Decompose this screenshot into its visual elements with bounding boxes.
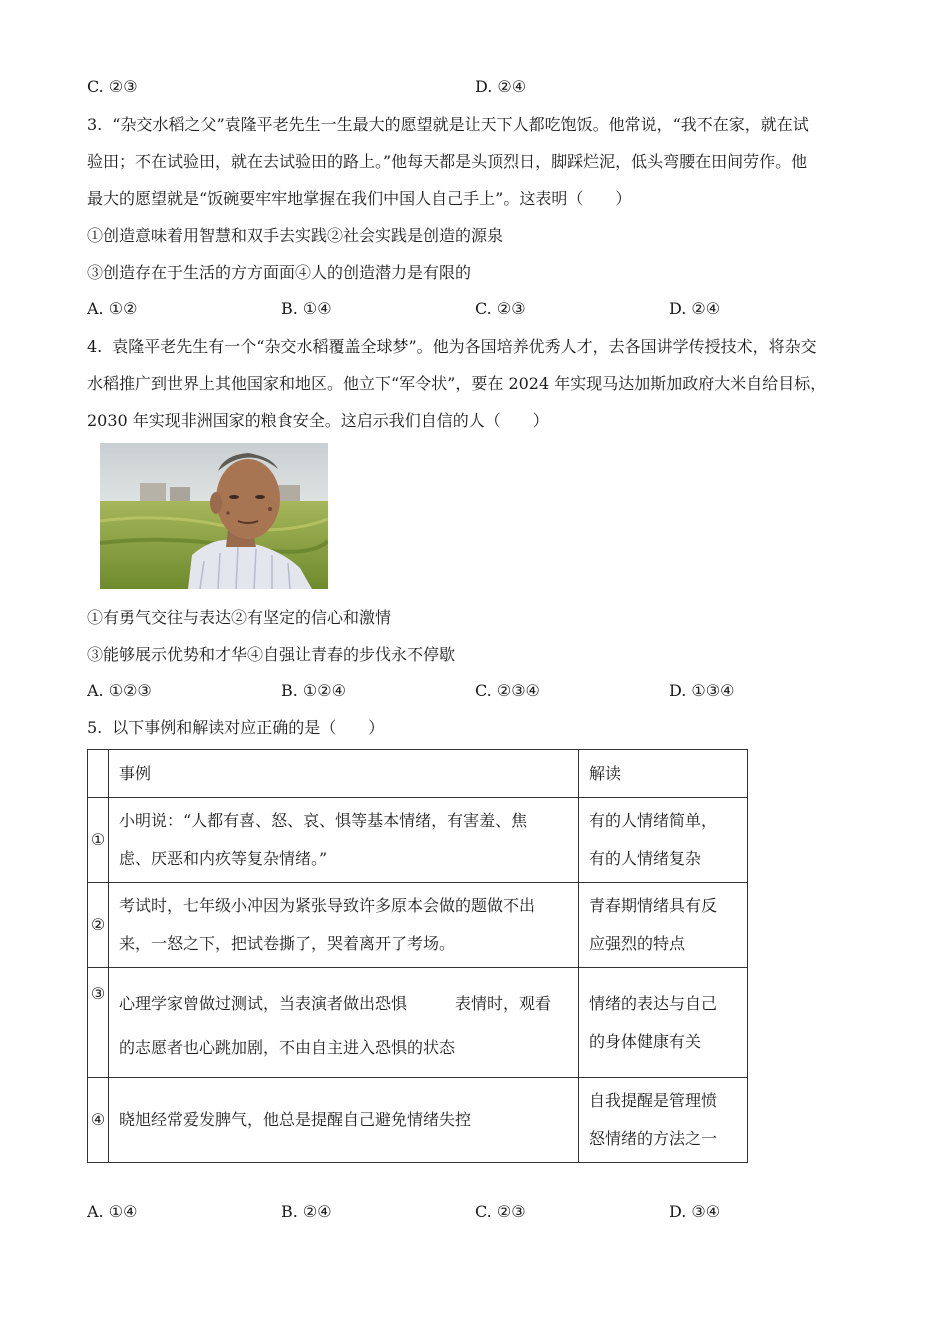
portrait-illustration <box>100 443 328 589</box>
q4-option-b[interactable]: B. ①②④ <box>281 681 346 700</box>
q5-option-a[interactable]: A. ①④ <box>87 1202 138 1221</box>
q4-line-2: 水稻推广到世界上其他国家和地区。他立下“军令状”，要在 2024 年实现马达加斯加政府大米自给目标， <box>87 374 827 393</box>
table-row <box>88 883 748 968</box>
case-interpretation-table <box>87 749 748 1163</box>
q4-statement-1: ①有勇气交往与表达②有坚定的信心和激情 <box>87 608 392 627</box>
case-cell: 考试时，七年级小冲因为紧张导致许多原本会做的题做不出 来，一怒之下，把试卷撕了，哭着离开了考场。 <box>109 883 579 968</box>
q3-line-1: 3. “杂交水稻之父”袁隆平老先生一生最大的愿望就是让天下人都吃饱饭。他常说，“我不在家，就在试 <box>87 115 809 134</box>
q4-number: 4. <box>87 337 103 356</box>
case-cell: 小明说：“人都有喜、怒、哀、惧等基本情绪，有害羞、焦 虑、厌恶和内疚等复杂情绪。” <box>109 798 579 883</box>
q4-statement-2: ③能够展示优势和才华④自强让青春的步伐永不停歇 <box>87 645 456 664</box>
q5-option-c[interactable]: C. ②③ <box>475 1202 526 1221</box>
q4-option-a[interactable]: A. ①②③ <box>87 681 152 700</box>
q3-line-2: 验田；不在试验田，就在去试验田的路上。”他每天都是头顶烈日，脚踩烂泥，低头弯腰在田间劳作。他 <box>87 152 808 171</box>
q3-option-c[interactable]: C. ②③ <box>475 299 526 318</box>
q3-number: 3. <box>87 115 103 134</box>
q5-option-b[interactable]: B. ②④ <box>281 1202 332 1221</box>
interp-cell: 自我提醒是管理愤 怒情绪的方法之一 <box>579 1078 748 1163</box>
q3-statement-1: ①创造意味着用智慧和双手去实践②社会实践是创造的源泉 <box>87 226 504 245</box>
header-interp: 解读 <box>579 750 748 798</box>
q3-statement-2: ③创造存在于生活的方方面面④人的创造潜力是有限的 <box>87 263 472 282</box>
q4-option-c[interactable]: C. ②③④ <box>475 681 540 700</box>
interp-cell: 情绪的表达与自己 的身体健康有关 <box>579 968 748 1078</box>
prev-option-c: C. ②③ <box>87 77 138 96</box>
q4-line-3: 2030 年实现非洲国家的粮食安全。这启示我们自信的人（ ） <box>87 411 549 430</box>
header-num-cell <box>88 750 109 798</box>
portrait-photo <box>100 443 328 589</box>
case-cell: 晓旭经常爱发脾气，他总是提醒自己避免情绪失控 <box>109 1078 579 1163</box>
header-case: 事例 <box>109 750 579 798</box>
q3-option-a[interactable]: A. ①② <box>87 299 138 318</box>
q4-line-1: 4. 袁隆平老先生有一个“杂交水稻覆盖全球梦”。他为各国培养优秀人才，去各国讲学传授技术，将杂交 <box>87 337 817 356</box>
row-number: ① <box>88 798 109 883</box>
prev-option-d: D. ②④ <box>475 77 527 96</box>
q3-option-b[interactable]: B. ①④ <box>281 299 332 318</box>
interp-cell: 青春期情绪具有反 应强烈的特点 <box>579 883 748 968</box>
q3-option-d[interactable]: D. ②④ <box>669 299 721 318</box>
q3-line-3: 最大的愿望就是“饭碗要牢牢地掌握在我们中国人自己手上”。这表明（ ） <box>87 189 632 208</box>
row-number: ③ <box>88 968 109 1078</box>
table-row <box>88 968 748 1078</box>
row-number: ② <box>88 883 109 968</box>
row-number: ④ <box>88 1078 109 1163</box>
table-header-row <box>88 750 748 798</box>
q4-option-d[interactable]: D. ①③④ <box>669 681 735 700</box>
interp-cell: 有的人情绪简单， 有的人情绪复杂 <box>579 798 748 883</box>
q5-option-d[interactable]: D. ③④ <box>669 1202 721 1221</box>
table-row <box>88 1078 748 1163</box>
q5-prompt: 5. 以下事例和解读对应正确的是（ ） <box>87 718 385 737</box>
table-row <box>88 798 748 883</box>
case-cell: 心理学家曾做过测试，当表演者做出恐惧 表情时，观看 的志愿者也心跳加剧，不由自主进入恐惧的状态 <box>109 968 579 1078</box>
q5-number: 5. <box>87 718 103 737</box>
